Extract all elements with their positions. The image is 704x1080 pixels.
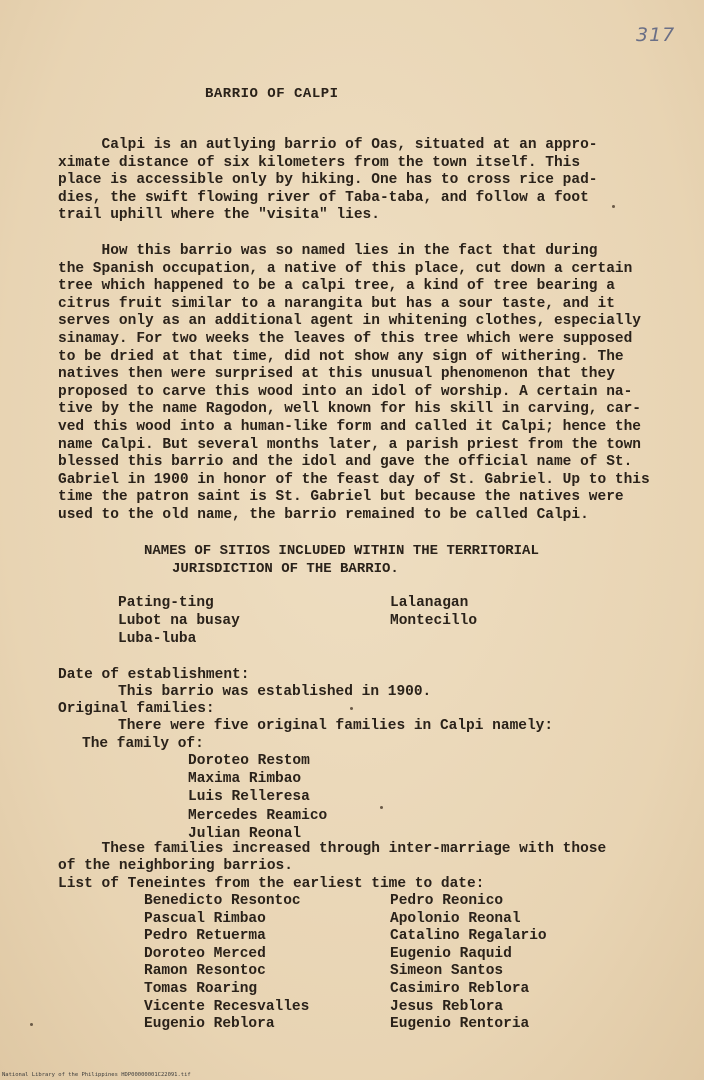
families-text: There were five original families in Calpi namely:: [118, 718, 554, 734]
paragraph-line: How this barrio was so named lies in the fact that during: [58, 243, 598, 259]
family-name: Mercedes Reamico: [188, 807, 328, 824]
document-title: BARRIO OF CALPI: [205, 86, 339, 102]
paragraph-line: citrus fruit similar to a narangita but has a sour taste, and it: [58, 295, 615, 312]
teniente-name: Simeon Santos: [390, 963, 504, 980]
ink-speck: [30, 1023, 33, 1026]
family-name: Julian Reonal: [188, 825, 302, 842]
sitio-item: Lalanagan: [390, 595, 469, 611]
sitio-item: Pating-ting: [118, 595, 214, 611]
sitios-heading: [144, 542, 539, 578]
paragraph-line: dies, the swift flowing river of Taba-taba, and follow a foot: [58, 189, 589, 206]
sitio-item: Luba-luba: [118, 630, 197, 647]
paragraph-line: place is accessible only by hiking. One has to cross rice pad-: [58, 172, 598, 189]
tenientes-label: List of Teneintes from the earliest time to date:: [58, 876, 485, 892]
paragraph-line: natives then were surprised at this unusual phenomenon that they: [58, 366, 615, 383]
families-increase-line: of the neighboring barrios.: [58, 858, 293, 874]
tenientes-list-left: [144, 893, 309, 1034]
tenientes-list-right: [390, 893, 547, 1034]
paragraph-line: sinamay. For two weeks the leaves of this tree which were supposed: [58, 330, 633, 347]
teniente-name: Apolonio Reonal: [390, 910, 521, 927]
teniente-name: Ramon Resontoc: [144, 963, 266, 980]
sitio-item: Lubot na busay: [118, 612, 240, 629]
family-name: Maxima Rimbao: [188, 771, 302, 788]
teniente-name: Pedro Reonico: [390, 893, 504, 909]
teniente-name: Eugenio Reblora: [144, 1016, 275, 1033]
paragraph-line: Calpi is an autlying barrio of Oas, situated at an appro-: [58, 137, 598, 153]
paragraph-line: time the patron saint is St. Gabriel but because the natives were: [58, 489, 624, 506]
teniente-name: Tomas Roaring: [144, 980, 258, 997]
teniente-name: Catalino Regalario: [390, 928, 547, 945]
ink-speck: [612, 205, 615, 208]
history-paragraph: [58, 243, 658, 525]
heading-line: NAMES OF SITIOS INCLUDED WITHIN THE TERRITORIAL: [144, 543, 539, 559]
teniente-name: Pascual Rimbao: [144, 910, 266, 927]
paragraph-line: name Calpi. But several months later, a parish priest from the town: [58, 436, 641, 453]
establishment-label: Date of establishment:: [58, 667, 250, 683]
teniente-name: Pedro Retuerma: [144, 928, 266, 945]
teniente-name: Vicente Recesvalles: [144, 998, 310, 1015]
paragraph-line: used to the old name, the barrio remained to be called Calpi.: [58, 506, 589, 523]
paragraph-line: proposed to carve this wood into an idol of worship. A certain na-: [58, 383, 633, 400]
ink-speck: [380, 806, 383, 809]
family-name: Doroteo Restom: [188, 753, 310, 769]
paragraph-line: tive by the name Ragodon, well known for his skill in carving, car-: [58, 401, 641, 418]
teniente-name: Jesus Reblora: [390, 998, 504, 1015]
sitio-item: Montecillo: [390, 612, 478, 629]
original-families-list: [188, 752, 327, 843]
paragraph-line: blessed this barrio and the idol and gave the official name of St.: [58, 454, 633, 471]
ink-speck: [350, 707, 353, 710]
families-increase-line: These families increased through inter-marriage with those: [58, 841, 607, 857]
family-of-label: The family of:: [82, 736, 204, 752]
sitios-list-left: [118, 595, 240, 648]
intro-paragraph: [58, 137, 658, 225]
teniente-name: Doroteo Merced: [144, 945, 266, 962]
paragraph-line: the Spanish occupation, a native of this place, cut down a certain: [58, 260, 633, 277]
paragraph-line: serves only as an additional agent in whitening clothes, especially: [58, 313, 641, 330]
paragraph-line: to be dried at that time, did not show any sign of withering. The: [58, 348, 624, 365]
family-name: Luis Relleresa: [188, 789, 310, 806]
paragraph-line: ved this wood into a human-like form and called it Calpi; hence the: [58, 418, 641, 435]
paragraph-line: trail uphill where the "visita" lies.: [58, 207, 380, 224]
paragraph-line: ximate distance of six kilometers from the town itself. This: [58, 154, 581, 171]
paragraph-line: tree which happened to be a calpi tree, a kind of tree bearing a: [58, 278, 615, 295]
teniente-name: Casimiro Reblora: [390, 980, 530, 997]
families-label: Original families:: [58, 701, 215, 717]
sitios-list-right: [390, 595, 477, 631]
teniente-name: Eugenio Raquid: [390, 945, 512, 962]
establishment-text: This barrio was established in 1900.: [118, 684, 432, 700]
teniente-name: Eugenio Rentoria: [390, 1016, 530, 1033]
archive-footer: National Library of the Philippines HDP00000001C22091.tif: [2, 1072, 191, 1078]
page-number: 317: [636, 24, 676, 46]
heading-line: JURISDICTION OF THE BARRIO.: [172, 561, 399, 577]
teniente-name: Benedicto Resontoc: [144, 893, 301, 909]
paragraph-line: Gabriel in 1900 in honor of the feast day of St. Gabriel. Up to this: [58, 471, 650, 488]
